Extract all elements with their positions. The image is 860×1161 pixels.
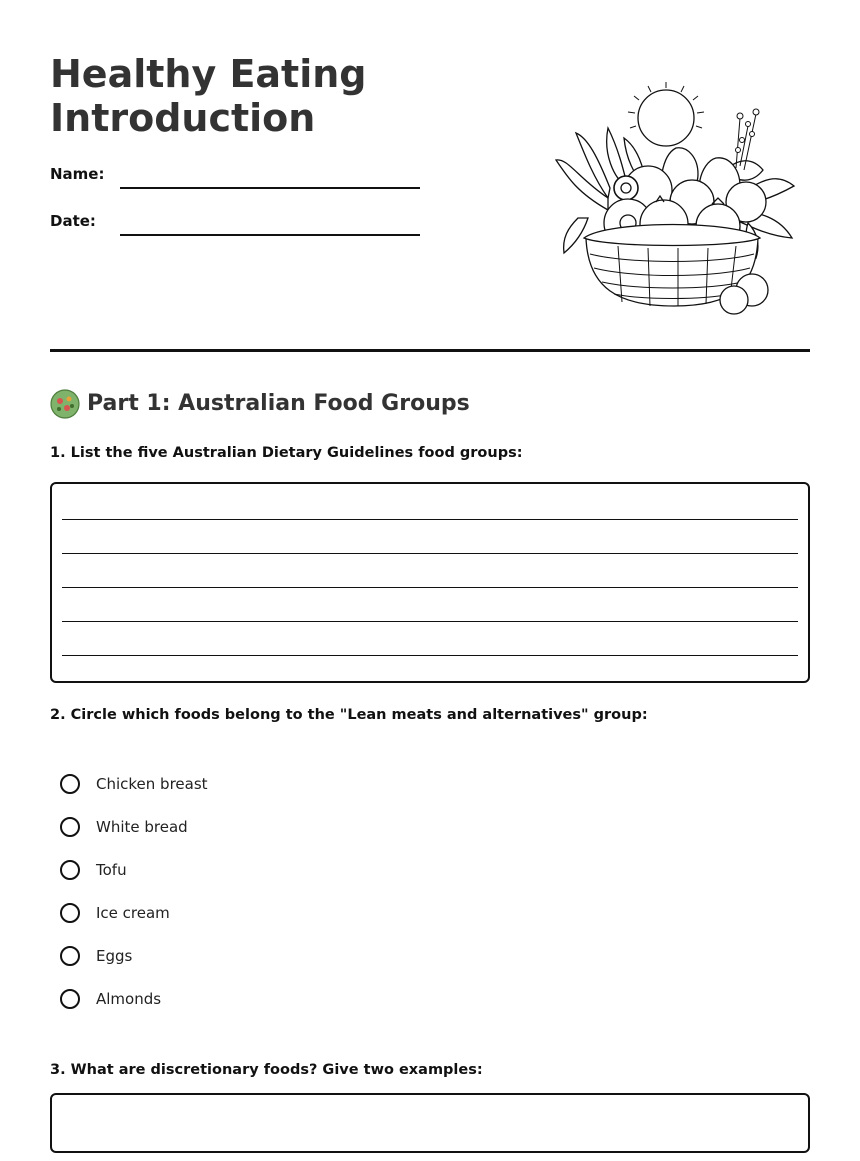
date-field[interactable] <box>120 234 420 236</box>
radio-circle[interactable] <box>60 946 80 966</box>
question-3-answer-box[interactable] <box>50 1093 810 1153</box>
radio-circle[interactable] <box>60 903 80 923</box>
title-line-2: Introduction <box>50 96 316 140</box>
option-tofu[interactable] <box>60 858 127 882</box>
option-label: Ice cream <box>96 904 170 922</box>
option-ice-cream[interactable] <box>60 901 170 925</box>
name-label: Name: <box>50 165 105 183</box>
sun-icon <box>628 82 704 146</box>
answer-line[interactable] <box>62 519 798 520</box>
option-label: Eggs <box>96 947 133 965</box>
fruit-basket-illustration <box>548 78 800 318</box>
page-title <box>50 52 367 140</box>
radio-circle[interactable] <box>60 817 80 837</box>
title-line-1: Healthy Eating <box>50 52 367 96</box>
question-2: 2. Circle which foods belong to the "Lean meats and alternatives" group: <box>50 707 648 723</box>
header-divider <box>50 349 810 352</box>
salad-bowl-icon <box>50 389 80 419</box>
answer-line[interactable] <box>62 655 798 656</box>
answer-line[interactable] <box>62 587 798 588</box>
answer-line[interactable] <box>62 553 798 554</box>
question-1: 1. List the five Australian Dietary Guidelines food groups: <box>50 445 523 461</box>
radio-circle[interactable] <box>60 989 80 1009</box>
option-white-bread[interactable] <box>60 815 188 839</box>
name-field[interactable] <box>120 187 420 189</box>
question-1-answer-box[interactable] <box>50 482 810 683</box>
option-label: Chicken breast <box>96 775 208 793</box>
radio-circle[interactable] <box>60 860 80 880</box>
option-chicken-breast[interactable] <box>60 772 208 796</box>
option-label: White bread <box>96 818 188 836</box>
radio-circle[interactable] <box>60 774 80 794</box>
date-label: Date: <box>50 212 96 230</box>
option-label: Tofu <box>96 861 127 879</box>
answer-line[interactable] <box>62 621 798 622</box>
part-1-title: Part 1: Australian Food Groups <box>87 391 470 416</box>
option-almonds[interactable] <box>60 987 161 1011</box>
question-3: 3. What are discretionary foods? Give two examples: <box>50 1062 483 1078</box>
option-label: Almonds <box>96 990 162 1008</box>
option-eggs[interactable] <box>60 944 132 968</box>
